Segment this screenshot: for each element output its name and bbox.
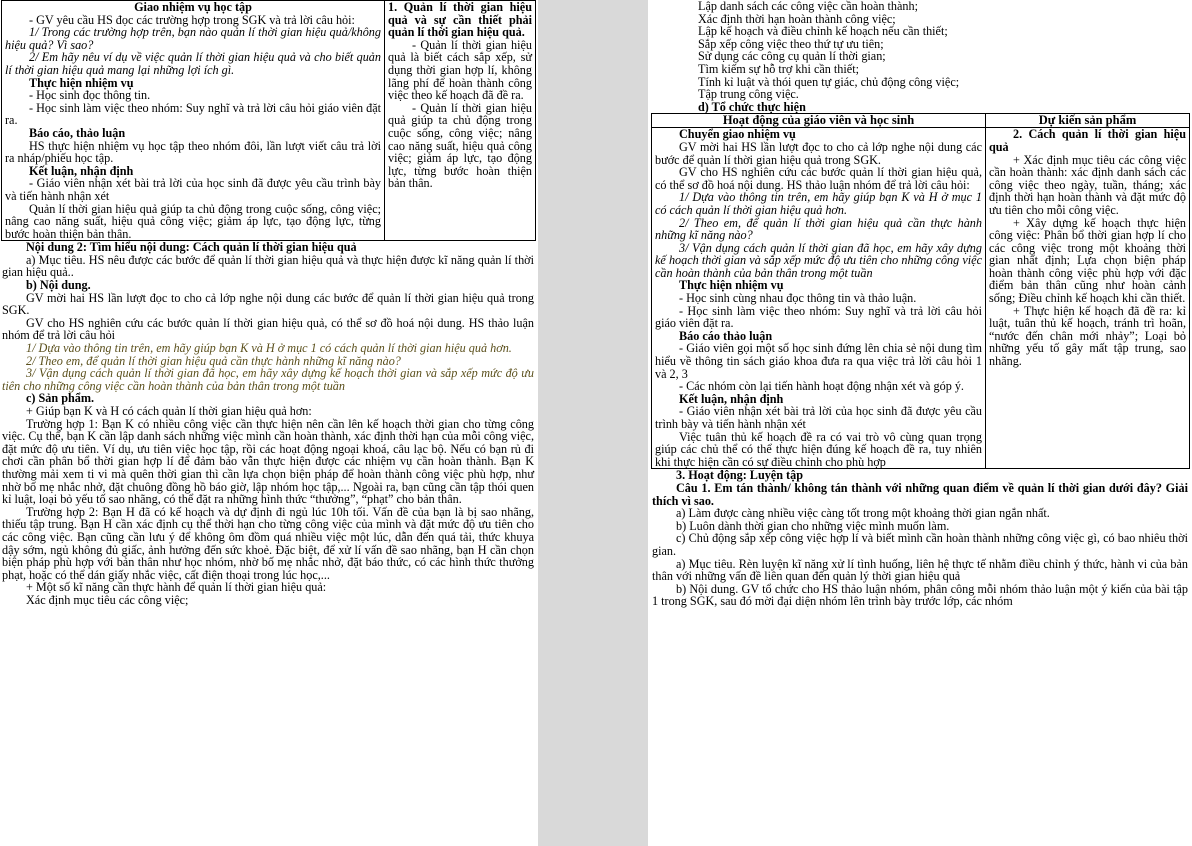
paragraph: - Các nhóm còn lại tiến hành hoạt động nhận xét và góp ý. [679, 379, 964, 394]
paragraph: Sử dụng các công cụ quản lí thời gian; [698, 49, 886, 64]
product-column [385, 1, 536, 241]
right-bottom-text [648, 469, 1192, 608]
paragraph: + Giúp bạn K và H có cách quản lí thời gian hiệu quả hơn: [26, 404, 312, 418]
paragraph: b) Nội dung. GV tổ chức cho HS thảo luận nhóm, phân công mỗi nhóm thảo luận một ý kiến của bài tập 1 trong SGK, sau đó mời đại diện nhóm lên trình bày trước lớp, các nhóm [652, 581, 1188, 609]
paragraph: Kết luận, nhận định [29, 163, 134, 178]
table-header-product: Dự kiến sản phẩm [986, 114, 1190, 128]
paragraph: 1. Quản lí thời gian hiệu quả và sự cần thiết phải quản lí thời gian hiệu quả. [388, 0, 532, 40]
paragraph: a) Mục tiêu. HS nêu được các bước để quản lí thời gian hiệu quả và thực hiện được kĩ năng quản lí thời gian hiệu quả.. [2, 252, 534, 280]
paragraph: HS thực hiện nhiệm vụ học tập theo nhóm đôi, lần lượt viết câu trả lời ra nháp/phiếu học tập. [5, 138, 381, 166]
paragraph: + Thực hiện kế hoạch đã đề ra: kỉ luật, tuân thủ kế hoạch, tránh trì hoãn, “nước đến chân mới nhảy”; Loại bỏ những yếu tố gây mất tập trung, sao nhãng. [989, 303, 1186, 369]
paragraph: a) Làm được càng nhiều việc càng tốt trong một khoảng thời gian ngắn nhất. [676, 506, 1050, 521]
right-top-text [648, 0, 1192, 113]
paragraph: - Giáo viên nhận xét bài trả lời của học sinh đã được yêu cầu trình bày và tiến hành nhận xét [655, 404, 982, 431]
paragraph: Trường hợp 2: Bạn H đã có kế hoạch và dự định đi ngủ lúc 10h tối. Vấn đề của bạn là bị sao nhãng, thiếu tập trung. Bạn H cần xác định cụ thể thời hạn cho từng công việc của mình và đặt mức độ ưu tiên cho các công việc. Bạn cũng cần lưu ý để không ôm đồm quá nhiều việc một lúc, dẫn đến quá tải, thức khuya dậy sớm, ngủ không đủ giấc, ảnh hưởng đến sức khoẻ. Đặc biệt, để xử lí vấn đề sao nhãng, bạn H cần chọn biện pháp phù hợp với bản thân như học nhóm, nhờ bố mẹ nhắc nhở, đặt báo thức, có các hình thức thưởng phạt, hoặc có thể dán giấy nhắc việc, cất điện thoại trong lúc học,... [2, 504, 534, 582]
paragraph: GV cho HS nghiên cứu các bước quản lí thời gian hiệu quả, có thể sơ đồ hoá nội dung. HS thảo luận nhóm để trả lời câu hỏi [2, 315, 534, 343]
paragraph: Tìm kiếm sự hỗ trợ khi cần thiết; [698, 61, 859, 76]
paragraph: - Học sinh cùng nhau đọc thông tin và thảo luận. [679, 291, 917, 306]
paragraph: Nội dung 2: Tìm hiểu nội dung: Cách quản lí thời gian hiệu quả [26, 240, 357, 255]
paragraph: Lập danh sách các công việc cần hoàn thành; [698, 0, 918, 13]
paragraph: Thực hiện nhiệm vụ [29, 75, 134, 90]
paragraph: + Xác định mục tiêu các công việc cần hoàn thành: xác định danh sách các công việc theo ngày, tuần, tháng; xác định thời hạn hoàn thành và đặt mức độ ưu tiên cho mỗi công việc. [989, 152, 1186, 217]
paragraph: 3/ Vận dụng cách quản lí thời gian đã học, em hãy xây dựng kế hoạch thời gian và sắp xếp mức độ ưu tiên cho những công việc cần hoàn thành của bản thân trong một tuần [655, 240, 982, 280]
paragraph: 2/ Em hãy nêu ví dụ về việc quản lí thời gian hiệu quả và cho biết quản lí thời gian hiệu quả mang lại những lợi ích gì. [5, 50, 381, 77]
paragraph: Quản lí thời gian hiệu quả giúp ta chủ động trong cuộc sống, công việc; nâng cao năng suất, hiệu quả công việc; giảm áp lực, tạo động lực, từng bước hoàn thiện bản thân. [5, 201, 381, 241]
paragraph: - Giáo viên gọi một số học sinh đứng lên chia sẻ nội dung tìm hiểu về thông tin sách giáo khoa đưa ra qua việc trả lời câu hỏi 1 và 2, 3 [655, 341, 982, 381]
paragraph: - GV yêu cầu HS đọc các trường hợp trong SGK và trả lời câu hỏi: [29, 12, 355, 27]
paragraph: d) Tổ chức thực hiện [698, 99, 806, 114]
paragraph: Tính kỉ luật và thói quen tự giác, chủ động công việc; [698, 74, 960, 89]
paragraph: - Quản lí thời gian hiệu quả giúp ta chủ động trong cuộc sống, công việc; nâng cao năng suất, hiệu quả công việc; giảm áp lực, tạo động lực, từng bước hoàn thiện bản thân. [388, 100, 532, 191]
left-body-text [0, 241, 538, 606]
paragraph: Xác định mục tiêu các công việc; [26, 592, 189, 607]
lesson-table-right [651, 113, 1190, 469]
paragraph: - Học sinh làm việc theo nhóm: Suy nghĩ và trả lời câu hỏi giáo viên đặt ra. [5, 100, 381, 128]
paragraph: 3. Hoạt động: Luyện tập [676, 468, 803, 483]
paragraph: Thực hiện nhiệm vụ [679, 278, 784, 293]
paragraph: Báo cáo, thảo luận [29, 125, 126, 140]
paragraph: - Giáo viên nhận xét bài trả lời của học sinh đã được yêu cầu trình bày và tiến hành nhận xét [5, 176, 381, 203]
paragraph: b) Nội dung. [26, 278, 91, 293]
paragraph: 1/ Trong các trường hợp trên, bạn nào quản lí thời gian hiệu quả/không hiệu quả? Vì sao? [5, 25, 381, 52]
paragraph: 2/ Theo em, để quản lí thời gian hiệu quả cần thực hành những kĩ năng nào? [655, 215, 982, 243]
paragraph: GV mời hai HS lần lượt đọc to cho cả lớp nghe nội dung các bước để quản lí thời gian hiệu quả trong SGK. [655, 139, 982, 167]
activity-column [2, 1, 385, 241]
paragraph: - Học sinh đọc thông tin. [29, 88, 151, 103]
paragraph: 1/ Dựa vào thông tin trên, em hãy giúp bạn K và H ở mục 1 có cách quản lí thời gian hiệu quả hơn. [655, 190, 982, 217]
paragraph: Việc tuân thủ kế hoạch đề ra có vai trò vô cùng quan trọng giúp các chủ thể có thể thực hiện đúng kế hoạch đề ra, tuy nhiên khi thực hiện cần có sự điều chỉnh cho phù hợp [655, 429, 982, 469]
lesson-table-left [1, 0, 536, 241]
paragraph: + Một số kĩ năng cần thực hành để quản lí thời gian hiệu quả: [26, 580, 327, 595]
paragraph: - Quản lí thời gian hiệu quả là biết cách sắp xếp, sử dụng thời gian hợp lí, không lãng phí để hoàn thành công việc theo kế hoạch đã đề ra. [388, 37, 532, 103]
paragraph: Trường hợp 1: Bạn K có nhiều công việc cần thực hiện nên cần lên kế hoạch thời gian cho từng công việc. Cụ thể, bạn K cần lập danh sách những việc mình cần hoàn thành, xác định thời hạn của mỗi công việc, đặt mức độ ưu tiên. Ví dụ, ưu tiên việc học tập, rồi các hoạt động ngoại khoá, câu lạc bộ. Nếu có bạn rủ đi chơi cần phân bổ thời gian hợp lí để đảm bảo vẫn thực hiện được các nhiệm vụ cần hoàn thành. Bạn K thường mải xem ti vi mà quên thời gian thì cần lựa chọn biện pháp để hoàn thành công việc phù hợp, như nhờ bố mẹ nhắc nhở, đặt chuông đồng hồ báo giờ, lập nhóm học tập,... Ngoài ra, bạn cũng cần tập thói quen kỉ luật, loại bỏ yếu tố sao nhãng, có thể đặt ra những hình thức “thưởng”, “phạt” cho bản thân. [2, 416, 534, 507]
paragraph: Báo cáo thảo luận [679, 328, 773, 343]
paragraph: Câu 1. Em tán thành/ không tán thành với những quan điểm về quản lí thời gian dưới đây? Giải thích vì sao. [652, 480, 1188, 508]
table-header-activity: Hoạt động của giáo viên và học sinh [652, 114, 986, 128]
paragraph: 3/ Vận dụng cách quản lí thời gian đã học, em hãy xây dựng kế hoạch thời gian và sắp xếp mức độ ưu tiên cho những công việc cần hoàn thành của bản thân trong một tuần [2, 366, 534, 393]
paragraph: c) Chủ động sắp xếp công việc hợp lí và biết mình cần hoàn thành những công việc gì, có bao nhiêu thời gian. [652, 531, 1188, 558]
paragraph: Chuyển giao nhiệm vụ [679, 127, 796, 142]
paragraph: 2. Cách quản lí thời gian hiệu quả [989, 127, 1186, 154]
paragraph: + Xây dựng kế hoạch thực hiện công việc: Phân bổ thời gian hợp lí cho các công việc trong một khoảng thời gian nhất định; Lựa chọn biện pháp hoàn thành công việc phù hợp với đặc điểm bản thân cũng như hoàn cảnh sống; Điều chỉnh kế hoạch khi cần thiết. [989, 215, 1186, 306]
activity-column [652, 128, 986, 469]
paragraph: Lập kế hoạch và điều chỉnh kế hoạch nếu cần thiết; [698, 24, 948, 39]
document-page-left [0, 0, 538, 846]
paragraph: GV mời hai HS lần lượt đọc to cho cả lớp nghe nội dung các bước để quản lí thời gian hiệu quả trong SGK. [2, 290, 534, 318]
paragraph: b) Luôn dành thời gian cho những việc mình muốn làm. [676, 518, 950, 533]
product-column [986, 128, 1190, 469]
paragraph: a) Mục tiêu. Rèn luyện kĩ năng xử lí tình huống, liên hệ thực tế nhằm điều chỉnh ý thức, hành vi của bản thân với những vấn đề liên quan đến quản lý thời gian hiệu quả [652, 556, 1188, 584]
paragraph: Kết luận, nhận định [679, 391, 784, 406]
paragraph: Sắp xếp công việc theo thứ tự ưu tiên; [698, 36, 884, 51]
paragraph: Tập trung công việc. [698, 87, 799, 102]
paragraph: Giao nhiệm vụ học tập [134, 0, 252, 14]
paragraph: c) Sản phẩm. [26, 391, 95, 406]
paragraph: GV cho HS nghiên cứu các bước quản lí thời gian hiệu quả, có thể sơ đồ hoá nội dung. HS thảo luận nhóm để trả lời câu hỏi: [655, 165, 982, 192]
paragraph: Xác định thời hạn hoàn thành công việc; [698, 11, 896, 26]
paragraph: 1/ Dựa vào thông tin trên, em hãy giúp bạn K và H ở mục 1 có cách quản lí thời gian hiệu quả hơn. [26, 341, 512, 356]
document-page-right [648, 0, 1192, 846]
paragraph: 2/ Theo em, để quản lí thời gian hiệu quả cần thực hành những kĩ năng nào? [26, 353, 401, 368]
paragraph: - Học sinh làm việc theo nhóm: Suy nghĩ và trả lời câu hỏi giáo viên đặt ra. [655, 303, 982, 331]
